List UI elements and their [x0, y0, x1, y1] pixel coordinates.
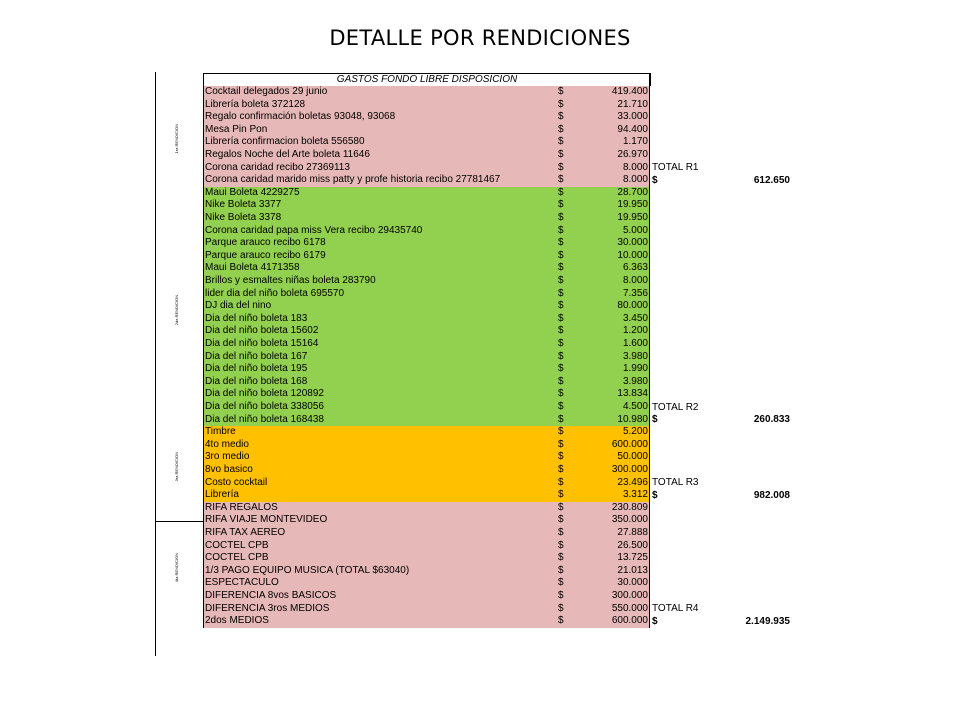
- expense-amount: 10.980: [617, 413, 648, 425]
- table-row: [203, 514, 649, 527]
- table-row: [203, 275, 649, 288]
- table-row: [203, 338, 649, 351]
- table-row: [203, 325, 649, 338]
- expense-description: Librería boleta 372128: [205, 98, 306, 110]
- total-currency: $: [652, 489, 658, 501]
- currency-symbol: $: [558, 136, 564, 148]
- expense-description: Dia del niño boleta 183: [205, 312, 308, 324]
- table-row: [203, 351, 649, 364]
- expense-amount: 4.500: [622, 401, 648, 412]
- table-row: [203, 388, 649, 401]
- expense-description: Corona caridad marido miss patty y profe historia recibo 27781467: [205, 174, 501, 186]
- table-row: [203, 451, 649, 464]
- expense-amount: 300.000: [611, 590, 648, 601]
- expense-amount: 30.000: [617, 577, 648, 589]
- currency-symbol: $: [558, 237, 564, 249]
- total-value: 612.650: [753, 174, 790, 186]
- expense-description: lider dia del niño boleta 695570: [205, 287, 344, 299]
- expense-amount: 19.950: [617, 212, 648, 223]
- expense-description: Nike Boleta 3377: [205, 199, 282, 211]
- expense-description: COCTEL CPB: [205, 539, 269, 551]
- amount-column-border: [649, 73, 650, 628]
- currency-symbol: $: [558, 501, 564, 513]
- group-column-border: [155, 72, 156, 656]
- table-header: GASTOS FONDO LIBRE DISPOSICION: [203, 73, 651, 86]
- table-row: [203, 577, 649, 590]
- group-label: 2da RENDICION: [174, 294, 179, 325]
- expense-description: Librería confirmacion boleta 556580: [205, 136, 365, 148]
- total-label: TOTAL R1: [652, 162, 699, 174]
- description-column-border: [203, 73, 204, 628]
- currency-symbol: $: [558, 86, 564, 97]
- expense-amount: 26.500: [617, 539, 648, 551]
- table-row: [203, 489, 649, 502]
- currency-symbol: $: [558, 212, 564, 223]
- table-row: [203, 212, 649, 225]
- total-value: 982.008: [753, 489, 790, 501]
- expense-description: RIFA REGALOS: [205, 501, 278, 513]
- table-row: [203, 300, 649, 313]
- table-row: [203, 225, 649, 238]
- table-row: [203, 615, 649, 628]
- expense-description: Maui Boleta 4171358: [205, 262, 300, 274]
- expense-amount: 19.950: [617, 199, 648, 211]
- expense-amount: 1.200: [622, 325, 648, 337]
- currency-symbol: $: [558, 149, 564, 160]
- expense-amount: 23.496: [617, 476, 648, 488]
- currency-symbol: $: [558, 161, 564, 173]
- currency-symbol: $: [558, 590, 564, 601]
- currency-symbol: $: [558, 401, 564, 412]
- table-row: [203, 250, 649, 263]
- expense-amount: 600.000: [611, 615, 648, 627]
- expense-amount: 7.356: [622, 287, 648, 299]
- expense-amount: 26.970: [617, 149, 648, 160]
- expense-amount: 8.000: [622, 275, 648, 286]
- expense-description: DJ dia del nino: [205, 300, 272, 312]
- table-row: [203, 124, 649, 137]
- table-row: [203, 149, 649, 162]
- table-row: [203, 187, 649, 200]
- expense-amount: 3.312: [622, 489, 648, 501]
- expense-amount: 21.013: [617, 564, 648, 576]
- expense-amount: 6.363: [622, 262, 648, 274]
- expense-description: Brillos y esmaltes niñas boleta 283790: [205, 275, 376, 286]
- currency-symbol: $: [558, 539, 564, 551]
- currency-symbol: $: [558, 464, 564, 475]
- expense-description: 3ro medio: [205, 451, 250, 463]
- group-column-divider: [155, 521, 203, 522]
- currency-symbol: $: [558, 249, 564, 261]
- currency-symbol: $: [558, 199, 564, 211]
- table-row: [203, 603, 649, 616]
- expense-amount: 300.000: [611, 464, 648, 475]
- table-row: [203, 174, 649, 187]
- expense-amount: 13.834: [617, 388, 648, 400]
- expense-description: 8vo basico: [205, 464, 253, 475]
- expense-description: DIFERENCIA 8vos BASICOS: [205, 590, 337, 601]
- currency-symbol: $: [558, 300, 564, 312]
- expense-description: Librería: [205, 489, 239, 501]
- currency-symbol: $: [558, 350, 564, 362]
- expense-amount: 350.000: [611, 514, 648, 526]
- currency-symbol: $: [558, 552, 564, 564]
- currency-symbol: $: [558, 615, 564, 627]
- expense-amount: 3.980: [622, 350, 648, 362]
- currency-symbol: $: [558, 312, 564, 324]
- expense-description: Corona caridad papa miss Vera recibo 29435740: [205, 224, 423, 236]
- expense-amount: 1.170: [622, 136, 648, 148]
- group-label: 1ra RENDICION: [174, 124, 179, 154]
- expense-description: Dia del niño boleta 15164: [205, 338, 319, 349]
- expense-amount: 13.725: [617, 552, 648, 564]
- table-row: [203, 288, 649, 301]
- currency-symbol: $: [558, 514, 564, 526]
- total-currency: $: [652, 174, 658, 186]
- expense-description: Dia del niño boleta 120892: [205, 388, 324, 400]
- currency-symbol: $: [558, 451, 564, 463]
- expense-description: RIFA VIAJE MONTEVIDEO: [205, 514, 328, 526]
- table-row: [203, 363, 649, 376]
- expense-description: Dia del niño boleta 338056: [205, 401, 324, 412]
- currency-symbol: $: [558, 275, 564, 286]
- table-row: [203, 313, 649, 326]
- total-currency: $: [652, 615, 658, 627]
- expense-description: RIFA TAX AEREO: [205, 527, 286, 538]
- expense-description: Corona caridad recibo 27369113: [205, 161, 350, 173]
- table-row: [203, 552, 649, 565]
- expense-description: Timbre: [205, 426, 236, 438]
- currency-symbol: $: [558, 476, 564, 488]
- expense-amount: 230.809: [611, 501, 648, 513]
- table-row: [203, 426, 649, 439]
- currency-symbol: $: [558, 262, 564, 274]
- expense-amount: 27.888: [617, 527, 648, 538]
- table-row: [203, 376, 649, 389]
- expense-amount: 50.000: [617, 451, 648, 463]
- expense-description: Dia del niño boleta 168438: [205, 413, 324, 425]
- expense-description: Dia del niño boleta 195: [205, 363, 308, 375]
- table-row: [203, 527, 649, 540]
- page-title: DETALLE POR RENDICIONES: [329, 26, 631, 50]
- total-value: 2.149.935: [745, 615, 790, 627]
- expense-amount: 8.000: [622, 161, 648, 173]
- currency-symbol: $: [558, 224, 564, 236]
- currency-symbol: $: [558, 413, 564, 425]
- expense-description: Dia del niño boleta 168: [205, 375, 308, 387]
- expense-description: Costo cocktail: [205, 476, 268, 488]
- currency-symbol: $: [558, 489, 564, 501]
- expense-description: 1/3 PAGO EQUIPO MUSICA (TOTAL $63040): [205, 564, 410, 576]
- expense-amount: 10.000: [617, 249, 648, 261]
- total-label: TOTAL R4: [652, 603, 699, 615]
- currency-symbol: $: [558, 438, 564, 450]
- expense-amount: 28.700: [617, 186, 648, 198]
- expense-amount: 5.200: [622, 426, 648, 438]
- expense-description: 4to medio: [205, 438, 249, 450]
- expense-amount: 419.400: [611, 86, 648, 97]
- currency-symbol: $: [558, 527, 564, 538]
- currency-symbol: $: [558, 111, 564, 123]
- expense-amount: 8.000: [622, 174, 648, 186]
- expense-amount: 550.000: [611, 602, 648, 614]
- currency-symbol: $: [558, 325, 564, 337]
- currency-symbol: $: [558, 375, 564, 387]
- table-row: [203, 199, 649, 212]
- table-row: [203, 237, 649, 250]
- expense-amount: 21.710: [617, 98, 648, 110]
- table-row: [203, 162, 649, 175]
- total-currency: $: [652, 414, 658, 426]
- expense-description: Dia del niño boleta 167: [205, 350, 308, 362]
- currency-symbol: $: [558, 174, 564, 186]
- group-label: 4ta RENDICION: [174, 552, 179, 582]
- expense-description: Cocktail delegados 29 junio: [205, 86, 328, 97]
- expense-description: Regalos Noche del Arte boleta 11646: [205, 149, 370, 160]
- expense-description: 2dos MEDIOS: [205, 615, 269, 627]
- table-row: [203, 414, 649, 427]
- expense-amount: 1.990: [622, 363, 648, 375]
- expense-description: Nike Boleta 3378: [205, 212, 282, 223]
- table-row: [203, 111, 649, 124]
- expense-description: DIFERENCIA 3ros MEDIOS: [205, 602, 330, 614]
- total-label: TOTAL R3: [652, 477, 699, 489]
- expense-description: Dia del niño boleta 15602: [205, 325, 319, 337]
- expense-amount: 30.000: [617, 237, 648, 249]
- currency-symbol: $: [558, 338, 564, 349]
- currency-symbol: $: [558, 287, 564, 299]
- table-row: [203, 477, 649, 490]
- table-row: [203, 136, 649, 149]
- currency-symbol: $: [558, 123, 564, 135]
- expense-description: Regalo confirmación boletas 93048, 93068: [205, 111, 396, 123]
- table-row: [203, 540, 649, 553]
- currency-symbol: $: [558, 363, 564, 375]
- currency-symbol: $: [558, 388, 564, 400]
- table-row: [203, 502, 649, 515]
- expense-description: Parque arauco recibo 6179: [205, 249, 326, 261]
- table-row: [203, 590, 649, 603]
- expense-amount: 3.450: [622, 312, 648, 324]
- expense-description: Maui Boleta 4229275: [205, 186, 300, 198]
- table-row: [203, 401, 649, 414]
- total-label: TOTAL R2: [652, 401, 699, 413]
- currency-symbol: $: [558, 426, 564, 438]
- expense-description: Mesa Pin Pon: [205, 123, 268, 135]
- table-row: [203, 262, 649, 275]
- expense-amount: 80.000: [617, 300, 648, 312]
- currency-symbol: $: [558, 98, 564, 110]
- expense-amount: 94.400: [617, 123, 648, 135]
- currency-symbol: $: [558, 577, 564, 589]
- expense-amount: 3.980: [622, 375, 648, 387]
- expense-amount: 33.000: [617, 111, 648, 123]
- table-row: [203, 99, 649, 112]
- expense-amount: 1.600: [622, 338, 648, 349]
- table-row: [203, 565, 649, 578]
- group-label: 3ra RENDICION: [174, 452, 179, 482]
- expense-description: ESPECTACULO: [205, 577, 279, 589]
- currency-symbol: $: [558, 186, 564, 198]
- currency-symbol: $: [558, 602, 564, 614]
- currency-symbol: $: [558, 564, 564, 576]
- expense-amount: 5.000: [622, 224, 648, 236]
- table-row: [203, 439, 649, 452]
- table-row: [203, 464, 649, 477]
- total-value: 260.833: [753, 414, 790, 426]
- table-row: [203, 86, 649, 99]
- expense-amount: 600.000: [611, 438, 648, 450]
- expense-description: COCTEL CPB: [205, 552, 269, 564]
- expense-description: Parque arauco recibo 6178: [205, 237, 326, 249]
